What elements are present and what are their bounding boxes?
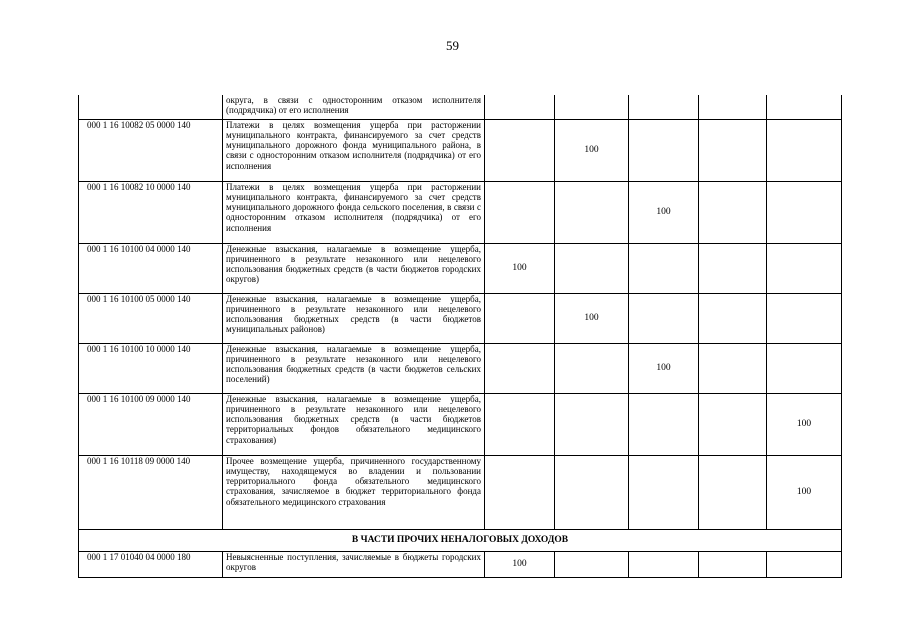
value-cell: 100 bbox=[485, 551, 555, 577]
value-cell bbox=[699, 119, 767, 181]
value-cell bbox=[767, 551, 842, 577]
value-cell bbox=[699, 455, 767, 529]
section-title: В ЧАСТИ ПРОЧИХ НЕНАЛОГОВЫХ ДОХОДОВ bbox=[79, 529, 842, 551]
value-cell: 100 bbox=[555, 119, 629, 181]
value-cell bbox=[485, 343, 555, 393]
row-code: 000 1 16 10100 10 0000 140 bbox=[79, 343, 223, 393]
row-code bbox=[79, 95, 223, 119]
value-cell bbox=[699, 293, 767, 343]
value-cell bbox=[629, 243, 699, 293]
row-code: 000 1 16 10118 09 0000 140 bbox=[79, 455, 223, 529]
table-row bbox=[79, 393, 842, 455]
value-cell bbox=[767, 119, 842, 181]
value-cell bbox=[629, 551, 699, 577]
row-name: округа, в связи с односторонним отказом исполнителя (подрядчика) от его исполнения bbox=[223, 95, 485, 119]
table-row bbox=[79, 343, 842, 393]
value-cell bbox=[629, 95, 699, 119]
value-cell bbox=[767, 243, 842, 293]
page-number: 59 bbox=[446, 38, 459, 53]
value-cell bbox=[485, 293, 555, 343]
value-cell bbox=[555, 343, 629, 393]
value-cell bbox=[485, 119, 555, 181]
value-cell bbox=[699, 181, 767, 243]
value-cell: 100 bbox=[629, 181, 699, 243]
table-row bbox=[79, 293, 842, 343]
row-code: 000 1 16 10082 10 0000 140 bbox=[79, 181, 223, 243]
row-name: Денежные взыскания, налагаемые в возмещение ущерба, причиненного в результате незаконного или нецелевого использования бюджетных средств (в части бюджетов сельских поселений) bbox=[223, 343, 485, 393]
row-name: Денежные взыскания, налагаемые в возмещение ущерба, причиненного в результате незаконного или нецелевого использования бюджетных средств (в части бюджетов городских округов) bbox=[223, 243, 485, 293]
value-cell bbox=[555, 181, 629, 243]
value-cell bbox=[485, 181, 555, 243]
value-cell bbox=[555, 455, 629, 529]
value-cell bbox=[767, 293, 842, 343]
section-row bbox=[79, 529, 842, 551]
value-cell: 100 bbox=[485, 243, 555, 293]
table-row bbox=[79, 551, 842, 577]
value-cell bbox=[767, 95, 842, 119]
value-cell: 100 bbox=[767, 455, 842, 529]
value-cell bbox=[699, 95, 767, 119]
value-cell bbox=[699, 343, 767, 393]
row-name: Прочее возмещение ущерба, причиненного государственному имуществу, находящемуся во владении и пользовании территориального фонда обязательного медицинского страхования, зачисляемое в бюджет территориального фонда обязательного медицинского страхования bbox=[223, 455, 485, 529]
row-name: Невыясненные поступления, зачисляемые в бюджеты городских округов bbox=[223, 551, 485, 577]
value-cell: 100 bbox=[555, 293, 629, 343]
table-row bbox=[79, 243, 842, 293]
row-code: 000 1 17 01040 04 0000 180 bbox=[79, 551, 223, 577]
row-name: Платежи в целях возмещения ущерба при расторжении муниципального контракта, финансируемого за счет средств муниципального дорожного фонда сельского поселения, в связи с односторонним отказом исполнителя (подрядчика) от его исполнения bbox=[223, 181, 485, 243]
value-cell bbox=[699, 393, 767, 455]
value-cell: 100 bbox=[767, 393, 842, 455]
row-name: Платежи в целях возмещения ущерба при расторжении муниципального контракта, финансируемого за счет средств муниципального дорожного фонда муниципального района, в связи с односторонним отказом исполнителя (подрядчика) от его исполнения bbox=[223, 119, 485, 181]
value-cell bbox=[629, 293, 699, 343]
value-cell bbox=[485, 95, 555, 119]
row-name: Денежные взыскания, налагаемые в возмещение ущерба, причиненного в результате незаконного или нецелевого использования бюджетных средств (в части бюджетов территориальных фондов обязательного медицинского страхования) bbox=[223, 393, 485, 455]
row-code: 000 1 16 10100 04 0000 140 bbox=[79, 243, 223, 293]
value-cell bbox=[767, 181, 842, 243]
row-code: 000 1 16 10100 09 0000 140 bbox=[79, 393, 223, 455]
value-cell bbox=[767, 343, 842, 393]
value-cell bbox=[485, 393, 555, 455]
value-cell bbox=[699, 551, 767, 577]
row-code: 000 1 16 10082 05 0000 140 bbox=[79, 119, 223, 181]
row-code: 000 1 16 10100 05 0000 140 bbox=[79, 293, 223, 343]
value-cell bbox=[555, 551, 629, 577]
table-row bbox=[79, 119, 842, 181]
value-cell: 100 bbox=[629, 343, 699, 393]
table-row bbox=[79, 95, 842, 119]
value-cell bbox=[555, 95, 629, 119]
value-cell bbox=[629, 119, 699, 181]
value-cell bbox=[699, 243, 767, 293]
value-cell bbox=[555, 393, 629, 455]
table-row bbox=[79, 181, 842, 243]
value-cell bbox=[555, 243, 629, 293]
value-cell bbox=[629, 393, 699, 455]
value-cell bbox=[485, 455, 555, 529]
table-row bbox=[79, 455, 842, 529]
revenue-table bbox=[78, 95, 842, 578]
value-cell bbox=[629, 455, 699, 529]
row-name: Денежные взыскания, налагаемые в возмещение ущерба, причиненного в результате незаконного или нецелевого использования бюджетных средств (в части бюджетов муниципальных районов) bbox=[223, 293, 485, 343]
